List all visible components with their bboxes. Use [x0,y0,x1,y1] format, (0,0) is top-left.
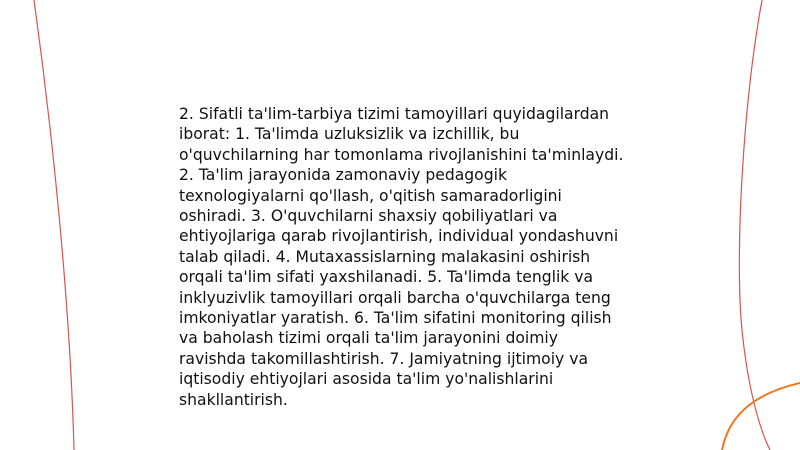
right-red-arc [739,0,770,450]
slide-body-text: 2. Sifatli ta'lim-tarbiya tizimi tamoyillari quyidagilardan iborat: 1. Ta'limda uzluksizlik va izchillik, bu o'quvchilarning har tomonlama rivojlanishini ta'minlaydi. 2. Ta'lim jarayonida zamonaviy pedagogik texnologiyalarni qo'llash, o'qitish samaradorligini oshiradi. 3. O'quvchilarni shaxsiy qobiliyatlari va ehtiyojlariga qarab rivojlantirish, individual yondashuvni talab qiladi. 4. Mutaxassislarning malakasini oshirish orqali ta'lim sifati yaxshilanadi. 5. Ta'limda tenglik va inklyuzivlik tamoyillari orqali barcha o'quvchilarga teng imkoniyatlar yaratish. 6. Ta'lim sifatini monitoring qilish va baholash tizimi orqali ta'lim jarayonini doimiy ravishda takomillashtirish. 7. Jamiyatning ijtimoiy va iqtisodiy ehtiyojlari asosida ta'lim yo'nalishlarini shakllantirish. [179,105,624,409]
bottom-right-orange-arc [722,383,800,450]
left-red-arc [34,0,74,450]
